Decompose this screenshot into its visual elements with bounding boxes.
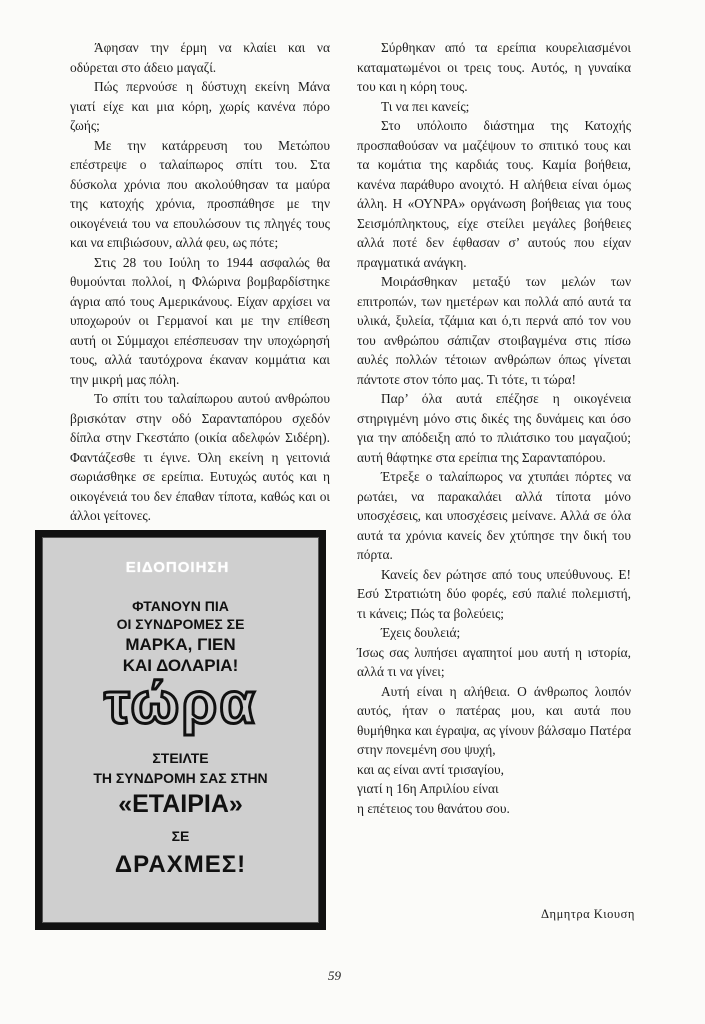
notice-se: ΣΕ: [171, 828, 190, 844]
notice-line-1: ΦΤΑΝΟΥΝ ΠΙΑ ΟΙ ΣΥΝΔΡΟΜΕΣ ΣΕ: [116, 598, 245, 632]
paragraph: Με την κατάρρευση του Μετώπου επέστρεψε ο ταλαίπωρος σπίτι του. Στα δύσκολα χρόνια που ακολούθησαν τα μαύρα της κατοχής χρόνια, προσπάθησε με την οικογένειά του να επουλώσουν τις πληγές τους και να επιβιώσουν, αλλά φευ, ως πότε;: [70, 137, 330, 250]
poem-line: η επέτειος του θανάτου σου.: [357, 800, 510, 816]
paragraph: Άφησαν την έρμη να κλαίει και να οδύρεται στο άδειο μαγαζί.: [70, 40, 330, 75]
author-signature: Δημητρα Κιουση: [541, 907, 635, 921]
right-text-column: [357, 38, 631, 818]
paragraph: Έτρεξε ο ταλαίπωρος να χτυπάει πόρτες να ρωτάει, να παρακαλάει αλλά τίποτα μόνο υποσχέσεις, και υποσχέσεις μείνανε. Αλλά σε όλα αυτά τα χρόνια κανείς δεν χτύπησε την δική του πόρτα.: [357, 469, 631, 562]
notice-line-2: ΜΑΡΚΑ, ΓΙΕΝ ΚΑΙ ΔΟΛΑΡΙΑ!: [122, 635, 239, 675]
paragraph: Πώς περνούσε η δύστυχη εκείνη Μάνα γιατί είχε και μια κόρη, χωρίς κανένα πόρο ζωής;: [70, 79, 330, 133]
paragraph: Σύρθηκαν από τα ερείπια κουρελιασμένοι καταματωμένοι οι τρεις τους. Αυτός, η γυναίκα του και η κόρη τους.: [357, 40, 631, 94]
left-text-column: [70, 38, 330, 526]
subscription-notice-box: [35, 530, 326, 930]
notice-panel: [42, 537, 319, 923]
notice-headline: τώρα: [104, 671, 257, 736]
paragraph: Έχεις δουλειά;: [381, 625, 461, 640]
poem-line: και ας είναι αντί τρισαγίου,: [357, 761, 505, 777]
paragraph: Τι να πει κανείς;: [381, 98, 470, 114]
notice-company: «ΕΤΑΙΡΙΑ»: [118, 790, 243, 818]
paragraph: Παρ’ όλα αυτά επέζησε η οικογένεια στηριγμένη μόνο στις δικές της δυνάμεις και όσο για την απόδειξη από το πλιάτσικο του μαγαζιού; αυτή θάφτηκε στα ερείπια της Σαρανταπόρου.: [357, 391, 631, 465]
paragraph: Αυτή είναι η αλήθεια. Ο άνθρωπος λοιπόν αυτός, ήταν ο πατέρας μου, και αυτά που θυμήθηκα και έγραψα, ας γίνουν βάλσαμο Πατέρα στην πονεμένη σου ψυχή,: [357, 683, 631, 757]
paragraph: Στο υπόλοιπο διάστημα της Κατοχής προσπαθούσαν να μαζέψουν το σπιτικό τους και τα κομάτια της καρδιάς τους. Καμία βοήθεια, κανένα παράθυρο ανοιχτό. Η αλήθεια είναι όμως άλλη. Η «ΟΥΝΡΑ» οργάνωση βοήθειας για τους Σεισμόπληκτους, είχε στείλει μεγάλες βοήθειες αλλά ποτέ δεν έφθασαν σ’ αυτούς που είχαν πραγματικά ανάγκη.: [357, 118, 631, 270]
page-number: 59: [328, 968, 341, 983]
paragraph: Το σπίτι του ταλαίπωρου αυτού ανθρώπου βρισκόταν στην οδό Σαρανταπόρου σχεδόν δίπλα στην Γκεστάπο (οικία αδελφών Σιδέρη). Φαντάζεσθε τι έγινε. Όλη εκείνη η γειτονιά σωριάσθηκε σε ερείπια. Ευτυχώς αυτός και η οικογένειά του δεν έπαθαν τίποτα, καθώς και οι άλλοι γείτονες.: [70, 391, 330, 523]
paragraph: Στις 28 του Ιούλη το 1944 ασφαλώς θα θυμούνται πολλοί, η Φλώρινα βομβαρδίστηκε άγρια από τους Αμερικάνους. Είχαν αρχίσει να υποχωρούν οι Γερμανοί και με την επίθεση αυτή οι Σύμμαχοι επέσπευσαν την υποχώρησή τους, αλλά ταυτόχρονα έκαναν κομμάτια και την μικρή μας πόλη.: [70, 254, 330, 387]
paragraph: Ίσως σας λυπήσει αγαπητοί μου αυτή η ιστορία, αλλά τι να γίνει;: [357, 644, 631, 679]
paragraph: Κανείς δεν ρώτησε από τους υπεύθυνους. Ε! Εσύ Στρατιώτη δύο φορές, εσύ παλιέ πολεμιστή, τι κάνεις; Πώς τα βολεύεις;: [357, 566, 631, 621]
notice-line-3: ΣΤΕΙΛΤΕ ΤΗ ΣΥΝΔΡΟΜΗ ΣΑΣ ΣΤΗΝ: [93, 750, 268, 786]
notice-drachmes: ΔΡΑΧΜΕΣ!: [114, 851, 247, 878]
paragraph: Μοιράσθηκαν μεταξύ των μελών των επιτροπών, των ημετέρων και πολλά από αυτά τα υλικά, ξυλεία, τζάμια και ό,τι περνά από τον νου του ανθρώπου σάπιζαν στοιβαγμένα στις πίσω αυλές πολλών τέτοιων ανθρώπων όπως γίνεται πάντοτε στον τόπο μας. Τι τότε, τι τώρα!: [357, 274, 631, 387]
poem-line: γιατί η 16η Απριλίου είναι: [357, 781, 499, 796]
notice-title: ΕΙΔΟΠΟΙΗΣΗ: [125, 559, 230, 576]
